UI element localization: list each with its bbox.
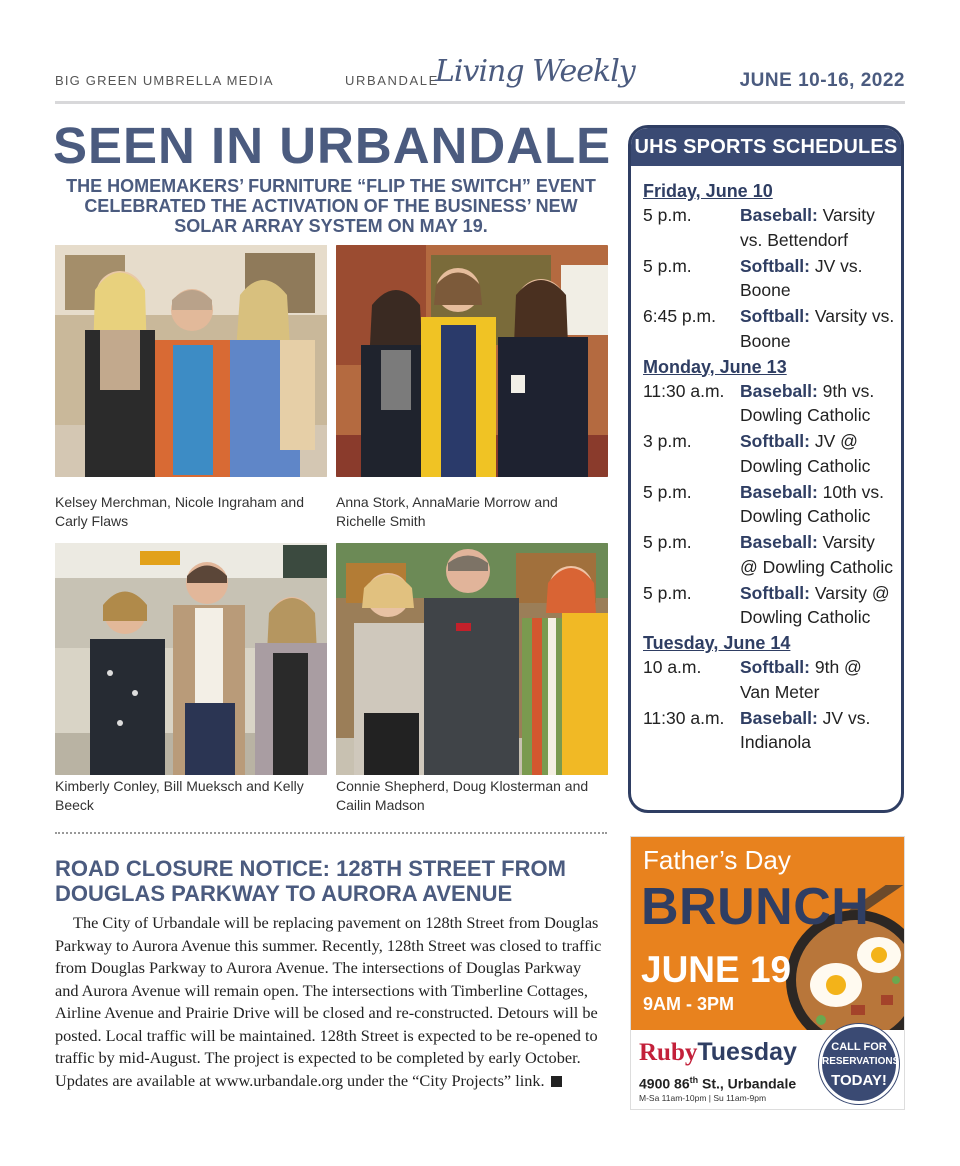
photo-3 xyxy=(55,543,327,775)
event-description xyxy=(740,203,895,252)
event-time: 5 p.m. xyxy=(643,205,692,225)
event-time: 5 p.m. xyxy=(643,255,692,276)
logo-ruby-text: Ruby xyxy=(639,1039,698,1066)
road-closure-text: The City of Urbandale will be replacing pavement on 128th Street from Douglas Parkway to Aurora Avenue this summer. Recently, 128th Street was closed to traffic from Douglas Parkway to Aurora Avenue. The intersections of Douglas Parkway and Aurora Avenue will remain open. The intersections with Timberline Cottages, Airline Avenue and Prairie Drive will be closed and re-constructed. Detours will be posted. Local traffic will be maintained. 128th Street is expected to be re-opened to traffic by mid-August. The project is expected to be completed by early October. Updates are available at www.urbandale.org under the “City Projects” link. xyxy=(55,913,602,1090)
section-divider xyxy=(55,832,607,834)
event-time: 5 p.m. xyxy=(643,582,692,603)
event-description xyxy=(740,379,895,428)
event-detail: JV @ Dowling Catholic xyxy=(740,431,871,476)
event-sport: Baseball: xyxy=(740,380,818,401)
call-line-2: RESERVATIONS xyxy=(822,1056,900,1067)
event-time: 5 p.m. xyxy=(643,532,692,552)
ad-banner xyxy=(631,837,905,1030)
masthead-script: Living Weekly xyxy=(435,54,635,89)
ad-address xyxy=(639,1075,796,1092)
logo-tuesday-text: Tuesday xyxy=(697,1038,797,1066)
event-sport: Softball: xyxy=(740,255,810,276)
event-sport: Softball: xyxy=(740,657,810,677)
event-description xyxy=(740,429,895,478)
photo-3-caption: Kimberly Conley, Bill Mueksch and Kelly Beeck xyxy=(55,778,304,813)
photo-2-caption: Anna Stork, AnnaMarie Morrow and Richelle Smith xyxy=(336,494,558,529)
schedule-list xyxy=(631,166,901,755)
schedule-event xyxy=(643,655,901,704)
schedule-day-heading: Monday, June 13 xyxy=(643,356,787,377)
event-sport: Baseball: xyxy=(740,481,818,502)
event-detail: JV vs. Boone xyxy=(740,255,863,300)
event-description xyxy=(740,530,895,579)
photo-1-caption: Kelsey Merchman, Nicole Ingraham and Carly Flaws xyxy=(55,494,305,529)
schedule-event xyxy=(643,304,901,353)
event-description xyxy=(740,304,895,353)
event-detail: Varsity vs. Bettendorf xyxy=(740,205,875,250)
event-sport: Baseball: xyxy=(740,532,818,552)
event-description xyxy=(740,581,895,630)
event-sport: Softball: xyxy=(740,306,810,326)
photo-1 xyxy=(55,245,327,477)
call-badge xyxy=(819,1024,899,1104)
ad-date: JUNE 19 xyxy=(641,949,792,990)
ad-fathers-day: Father’s Day xyxy=(643,845,791,875)
event-sport: Softball: xyxy=(740,431,810,451)
schedule-event xyxy=(643,706,901,755)
ruby-tuesday-logo xyxy=(639,1038,797,1067)
event-detail: Varsity @ Dowling Catholic xyxy=(740,532,893,577)
brunch-advertisement[interactable] xyxy=(630,836,905,1110)
photo-4-caption: Connie Shepherd, Doug Klosterman and Cailin Madson xyxy=(336,778,589,813)
event-detail: Varsity vs. Boone xyxy=(740,306,895,351)
publisher-name: BIG GREEN UMBRELLA MEDIA xyxy=(55,73,274,88)
event-description xyxy=(740,480,895,529)
event-time: 11:30 a.m. xyxy=(643,380,725,401)
schedule-event xyxy=(643,429,901,478)
feature-headline: SEEN IN URBANDALE xyxy=(53,117,612,174)
ad-time: 9AM - 3PM xyxy=(643,994,735,1014)
sports-schedule-box xyxy=(628,125,904,813)
event-detail: Varsity @ Dowling Catholic xyxy=(740,582,890,627)
event-time: 11:30 a.m. xyxy=(643,707,725,728)
masthead-city: URBANDALE xyxy=(345,73,439,88)
ad-brunch: BRUNCH xyxy=(641,878,870,936)
call-line-3: TODAY! xyxy=(831,1072,887,1089)
ad-hours: M-Sa 11am-10pm | Su 11am-9pm xyxy=(639,1093,767,1103)
event-sport: Baseball: xyxy=(740,205,818,225)
schedule-event xyxy=(643,581,901,630)
schedule-event xyxy=(643,203,901,252)
page-header xyxy=(55,54,905,104)
schedule-event xyxy=(643,379,901,428)
event-description xyxy=(740,655,895,704)
event-detail: 9th vs. Dowling Catholic xyxy=(740,380,875,425)
photo-4 xyxy=(336,543,608,775)
event-description xyxy=(740,706,895,755)
event-time: 5 p.m. xyxy=(643,481,692,502)
road-closure-title: ROAD CLOSURE NOTICE: 128TH STREET FROM DOUGLAS PARKWAY TO AURORA AVENUE xyxy=(55,856,566,906)
road-closure-body xyxy=(55,912,607,1092)
schedule-event xyxy=(643,254,901,303)
schedule-day-heading: Friday, June 10 xyxy=(643,181,773,201)
event-detail: 10th vs. Dowling Catholic xyxy=(740,481,884,526)
address-suffix: th xyxy=(689,1075,699,1085)
end-mark-icon xyxy=(551,1076,562,1087)
address-number: 4900 86 xyxy=(639,1075,690,1092)
event-sport: Softball: xyxy=(740,582,810,603)
schedule-event xyxy=(643,480,901,529)
event-description xyxy=(740,254,895,303)
schedule-title: UHS SPORTS SCHEDULES xyxy=(631,128,901,166)
event-sport: Baseball: xyxy=(740,707,818,728)
event-detail: 9th @ Van Meter xyxy=(740,657,862,702)
address-street: St., Urbandale xyxy=(698,1075,797,1092)
event-time: 6:45 p.m. xyxy=(643,306,716,326)
schedule-event xyxy=(643,530,901,579)
event-time: 3 p.m. xyxy=(643,431,692,451)
schedule-day-heading: Tuesday, June 14 xyxy=(643,633,791,653)
call-line-1: CALL FOR xyxy=(831,1041,887,1053)
event-detail: JV vs. Indianola xyxy=(740,707,871,752)
event-time: 10 a.m. xyxy=(643,657,702,677)
photo-2 xyxy=(336,245,608,477)
feature-subhead: THE HOMEMAKERS’ FURNITURE “FLIP THE SWITCH” EVENT CELEBRATED THE ACTIVATION OF THE BUSINESS’ NEW SOLAR ARRAY SYSTEM ON MAY 19. xyxy=(66,176,596,236)
issue-date: JUNE 10-16, 2022 xyxy=(739,70,905,91)
